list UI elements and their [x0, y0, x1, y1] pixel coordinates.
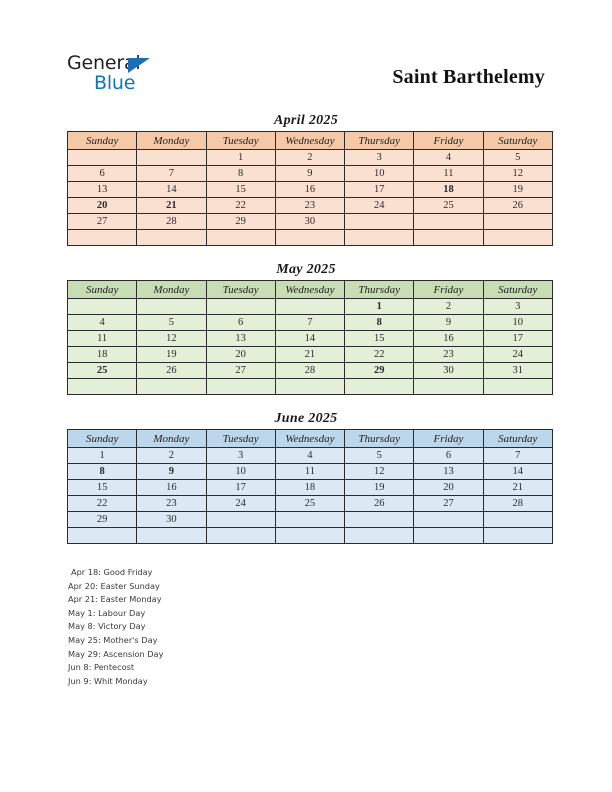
- calendar-day-empty: [483, 379, 552, 395]
- calendar-day[interactable]: 7: [483, 448, 552, 464]
- calendar-header-row: [68, 132, 553, 150]
- calendar-day-holiday[interactable]: 29: [345, 363, 414, 379]
- calendar-day[interactable]: 22: [345, 347, 414, 363]
- calendar-day[interactable]: 18: [275, 480, 344, 496]
- calendar-day[interactable]: 16: [414, 331, 483, 347]
- calendar-header-row: [68, 430, 553, 448]
- calendar-day[interactable]: 26: [345, 496, 414, 512]
- calendar-day[interactable]: 29: [206, 214, 275, 230]
- calendar-day[interactable]: 2: [137, 448, 206, 464]
- weekday-header-monday: Monday: [137, 132, 206, 150]
- holiday-list-item: Jun 8: Pentecost: [68, 662, 135, 673]
- calendar-week-row: [68, 230, 553, 246]
- calendar-day[interactable]: 14: [275, 331, 344, 347]
- calendar-day[interactable]: 28: [137, 214, 206, 230]
- calendar-day[interactable]: 22: [68, 496, 137, 512]
- calendar-day[interactable]: 12: [345, 464, 414, 480]
- calendar-day[interactable]: 28: [483, 496, 552, 512]
- calendar-day-empty: [275, 379, 344, 395]
- calendar-week-row: [68, 198, 553, 214]
- weekday-header-thursday: Thursday: [345, 430, 414, 448]
- calendar-day[interactable]: 30: [137, 512, 206, 528]
- holiday-list-item: May 1: Labour Day: [68, 607, 146, 618]
- calendar-day-holiday[interactable]: 25: [68, 363, 137, 379]
- calendar-header-row: [68, 281, 553, 299]
- calendar-day[interactable]: 10: [345, 166, 414, 182]
- month-title: April 2025: [273, 113, 339, 128]
- weekday-header-row: [68, 132, 553, 150]
- calendar-day-empty: [414, 230, 483, 246]
- calendar-day[interactable]: 26: [483, 198, 552, 214]
- calendar-day[interactable]: 15: [68, 480, 137, 496]
- brand-name-general: General: [67, 52, 141, 74]
- calendar-day[interactable]: 6: [414, 448, 483, 464]
- calendar-day-empty: [275, 230, 344, 246]
- calendar-day-empty: [206, 230, 275, 246]
- month-title: June 2025: [274, 411, 338, 426]
- weekday-header-friday: Friday: [414, 132, 483, 150]
- calendar-day[interactable]: 27: [68, 214, 137, 230]
- page-header: [0, 0, 612, 104]
- calendar-day[interactable]: 28: [275, 363, 344, 379]
- calendar-day[interactable]: 6: [206, 315, 275, 331]
- calendar-day[interactable]: 23: [414, 347, 483, 363]
- weekday-header-friday: Friday: [414, 281, 483, 299]
- calendar-day[interactable]: 19: [137, 347, 206, 363]
- calendar-day-empty: [137, 528, 206, 544]
- weekday-header-monday: Monday: [137, 281, 206, 299]
- calendar-day[interactable]: 26: [137, 363, 206, 379]
- calendar-day-empty: [206, 512, 275, 528]
- calendar-day[interactable]: 13: [414, 464, 483, 480]
- calendar-day-empty: [137, 299, 206, 315]
- weekday-header-wednesday: Wednesday: [275, 430, 344, 448]
- calendar-day-empty: [137, 150, 206, 166]
- month-block-june: [67, 408, 545, 544]
- calendar-day[interactable]: 21: [275, 347, 344, 363]
- calendar-day[interactable]: 14: [137, 182, 206, 198]
- calendar-day[interactable]: 19: [483, 182, 552, 198]
- calendar-day[interactable]: 30: [414, 363, 483, 379]
- month-block-may: [67, 259, 545, 395]
- calendar-day[interactable]: 30: [275, 214, 344, 230]
- calendar-table-june: [67, 429, 553, 544]
- calendar-day[interactable]: 7: [275, 315, 344, 331]
- calendar-day-empty: [137, 379, 206, 395]
- weekday-header-thursday: Thursday: [345, 132, 414, 150]
- calendar-day[interactable]: 13: [206, 331, 275, 347]
- weekday-header-monday: Monday: [137, 430, 206, 448]
- calendar-day[interactable]: 20: [206, 347, 275, 363]
- calendar-day[interactable]: 17: [483, 331, 552, 347]
- calendar-day-empty: [137, 230, 206, 246]
- calendar-day[interactable]: 29: [68, 512, 137, 528]
- calendar-day[interactable]: 27: [206, 363, 275, 379]
- calendar-day[interactable]: 20: [414, 480, 483, 496]
- calendar-day[interactable]: 23: [137, 496, 206, 512]
- calendar-week-row: [68, 214, 553, 230]
- calendar-body: [68, 150, 553, 246]
- calendar-week-row: [68, 150, 553, 166]
- calendar-table-april: [67, 131, 553, 246]
- calendar-day[interactable]: 21: [483, 480, 552, 496]
- weekday-header-saturday: Saturday: [483, 281, 552, 299]
- calendar-day[interactable]: 12: [137, 331, 206, 347]
- month-title: May 2025: [276, 262, 336, 277]
- calendar-day-empty: [68, 528, 137, 544]
- calendar-table-may: [67, 280, 553, 395]
- calendar-week-row: [68, 512, 553, 528]
- calendar-day-empty: [414, 528, 483, 544]
- weekday-header-saturday: Saturday: [483, 132, 552, 150]
- calendar-day[interactable]: 23: [275, 198, 344, 214]
- calendar-day[interactable]: 10: [206, 464, 275, 480]
- weekday-header-row: [68, 430, 553, 448]
- calendar-day[interactable]: 18: [68, 347, 137, 363]
- weekday-header-wednesday: Wednesday: [275, 132, 344, 150]
- calendar-day[interactable]: 19: [345, 480, 414, 496]
- calendar-week-row: [68, 331, 553, 347]
- calendar-day-empty: [345, 512, 414, 528]
- calendar-week-row: [68, 299, 553, 315]
- calendar-day[interactable]: 27: [414, 496, 483, 512]
- holiday-list-item: Apr 21: Easter Monday: [68, 594, 162, 605]
- triangle-right-icon: [128, 58, 150, 73]
- calendar-day[interactable]: 6: [68, 166, 137, 182]
- calendar-day-empty: [345, 214, 414, 230]
- calendar-day[interactable]: 16: [275, 182, 344, 198]
- calendar-day[interactable]: 14: [483, 464, 552, 480]
- calendar-day-empty: [68, 299, 137, 315]
- weekday-header-friday: Friday: [414, 430, 483, 448]
- calendar-day-empty: [414, 512, 483, 528]
- calendar-day-empty: [483, 214, 552, 230]
- calendar-day-holiday[interactable]: 20: [68, 198, 137, 214]
- calendar-day-holiday[interactable]: 8: [345, 315, 414, 331]
- weekday-header-tuesday: Tuesday: [206, 430, 275, 448]
- calendar-week-row: [68, 347, 553, 363]
- brand-name-blue: Blue: [94, 72, 136, 94]
- calendar-day-empty: [68, 230, 137, 246]
- calendar-day-empty: [483, 230, 552, 246]
- weekday-header-tuesday: Tuesday: [206, 132, 275, 150]
- calendar-day[interactable]: 9: [414, 315, 483, 331]
- weekday-header-wednesday: Wednesday: [275, 281, 344, 299]
- calendar-day[interactable]: 11: [275, 464, 344, 480]
- calendar-day[interactable]: 3: [345, 150, 414, 166]
- calendar-week-row: [68, 496, 553, 512]
- calendar-day[interactable]: 24: [345, 198, 414, 214]
- calendar-week-row: [68, 448, 553, 464]
- brand-logo[interactable]: [67, 54, 177, 100]
- calendar-day[interactable]: 8: [206, 166, 275, 182]
- calendar-day-empty: [275, 528, 344, 544]
- calendar-day[interactable]: 17: [345, 182, 414, 198]
- weekday-header-sunday: Sunday: [68, 132, 137, 150]
- calendar-day-empty: [275, 512, 344, 528]
- calendar-day[interactable]: 5: [483, 150, 552, 166]
- calendar-day-holiday[interactable]: 9: [137, 464, 206, 480]
- calendar-day[interactable]: 9: [275, 166, 344, 182]
- calendar-day[interactable]: 5: [345, 448, 414, 464]
- calendar-week-row: [68, 363, 553, 379]
- calendar-day[interactable]: 15: [345, 331, 414, 347]
- calendar-day[interactable]: 16: [137, 480, 206, 496]
- calendar-day-holiday[interactable]: 1: [345, 299, 414, 315]
- calendar-week-row: [68, 464, 553, 480]
- calendar-day[interactable]: 4: [275, 448, 344, 464]
- calendar-day-holiday[interactable]: 21: [137, 198, 206, 214]
- calendar-day[interactable]: 11: [414, 166, 483, 182]
- calendar-day-empty: [483, 512, 552, 528]
- calendar-day[interactable]: 31: [483, 363, 552, 379]
- calendar-day[interactable]: 25: [414, 198, 483, 214]
- calendar-day-holiday[interactable]: 8: [68, 464, 137, 480]
- page-title: Saint Barthelemy: [392, 66, 545, 88]
- calendar-day[interactable]: 3: [483, 299, 552, 315]
- calendar-week-row: [68, 182, 553, 198]
- calendar-day-empty: [345, 230, 414, 246]
- calendar-day[interactable]: 1: [206, 150, 275, 166]
- calendar-day-empty: [483, 528, 552, 544]
- holiday-list-item: Jun 9: Whit Monday: [68, 675, 148, 686]
- calendar-week-row: [68, 315, 553, 331]
- weekday-header-sunday: Sunday: [68, 430, 137, 448]
- calendar-day[interactable]: 11: [68, 331, 137, 347]
- holiday-list-item: May 8: Victory Day: [68, 621, 146, 632]
- calendar-day[interactable]: 5: [137, 315, 206, 331]
- month-block-april: [67, 110, 545, 246]
- holiday-list-item: Apr 18: Good Friday: [71, 567, 153, 577]
- calendar-day[interactable]: 3: [206, 448, 275, 464]
- weekday-header-tuesday: Tuesday: [206, 281, 275, 299]
- calendar-day-empty: [345, 379, 414, 395]
- calendar-day[interactable]: 2: [414, 299, 483, 315]
- calendar-day-empty: [68, 150, 137, 166]
- calendar-day[interactable]: 22: [206, 198, 275, 214]
- calendar-day[interactable]: 13: [68, 182, 137, 198]
- calendar-day-empty: [275, 299, 344, 315]
- calendar-body: [68, 299, 553, 395]
- calendar-week-row: [68, 528, 553, 544]
- calendar-day[interactable]: 12: [483, 166, 552, 182]
- calendar-week-row: [68, 480, 553, 496]
- weekday-header-saturday: Saturday: [483, 430, 552, 448]
- calendar-week-row: [68, 166, 553, 182]
- holiday-list-item: May 25: Mother's Day: [68, 634, 158, 645]
- calendar-day-empty: [206, 299, 275, 315]
- calendar-day[interactable]: 15: [206, 182, 275, 198]
- calendar-day[interactable]: 4: [414, 150, 483, 166]
- calendar-day[interactable]: 17: [206, 480, 275, 496]
- calendar-day[interactable]: 1: [68, 448, 137, 464]
- calendar-day[interactable]: 24: [206, 496, 275, 512]
- weekday-header-thursday: Thursday: [345, 281, 414, 299]
- calendar-body: [68, 448, 553, 544]
- calendar-day-empty: [414, 214, 483, 230]
- calendar-day[interactable]: 25: [275, 496, 344, 512]
- holiday-list-item: May 29: Ascension Day: [68, 648, 164, 659]
- calendar-day-empty: [206, 379, 275, 395]
- weekday-header-row: [68, 281, 553, 299]
- calendar-week-row: [68, 379, 553, 395]
- calendar-day[interactable]: 7: [137, 166, 206, 182]
- holiday-list-item: Apr 20: Easter Sunday: [68, 580, 160, 591]
- calendar-day-empty: [68, 379, 137, 395]
- calendar-day-empty: [206, 528, 275, 544]
- calendar-day-holiday[interactable]: 18: [414, 182, 483, 198]
- calendar-day[interactable]: 10: [483, 315, 552, 331]
- calendar-day-empty: [414, 379, 483, 395]
- weekday-header-sunday: Sunday: [68, 281, 137, 299]
- calendar-day[interactable]: 24: [483, 347, 552, 363]
- calendar-day-empty: [345, 528, 414, 544]
- calendar-day[interactable]: 2: [275, 150, 344, 166]
- holiday-list: [68, 566, 368, 688]
- calendar-day[interactable]: 4: [68, 315, 137, 331]
